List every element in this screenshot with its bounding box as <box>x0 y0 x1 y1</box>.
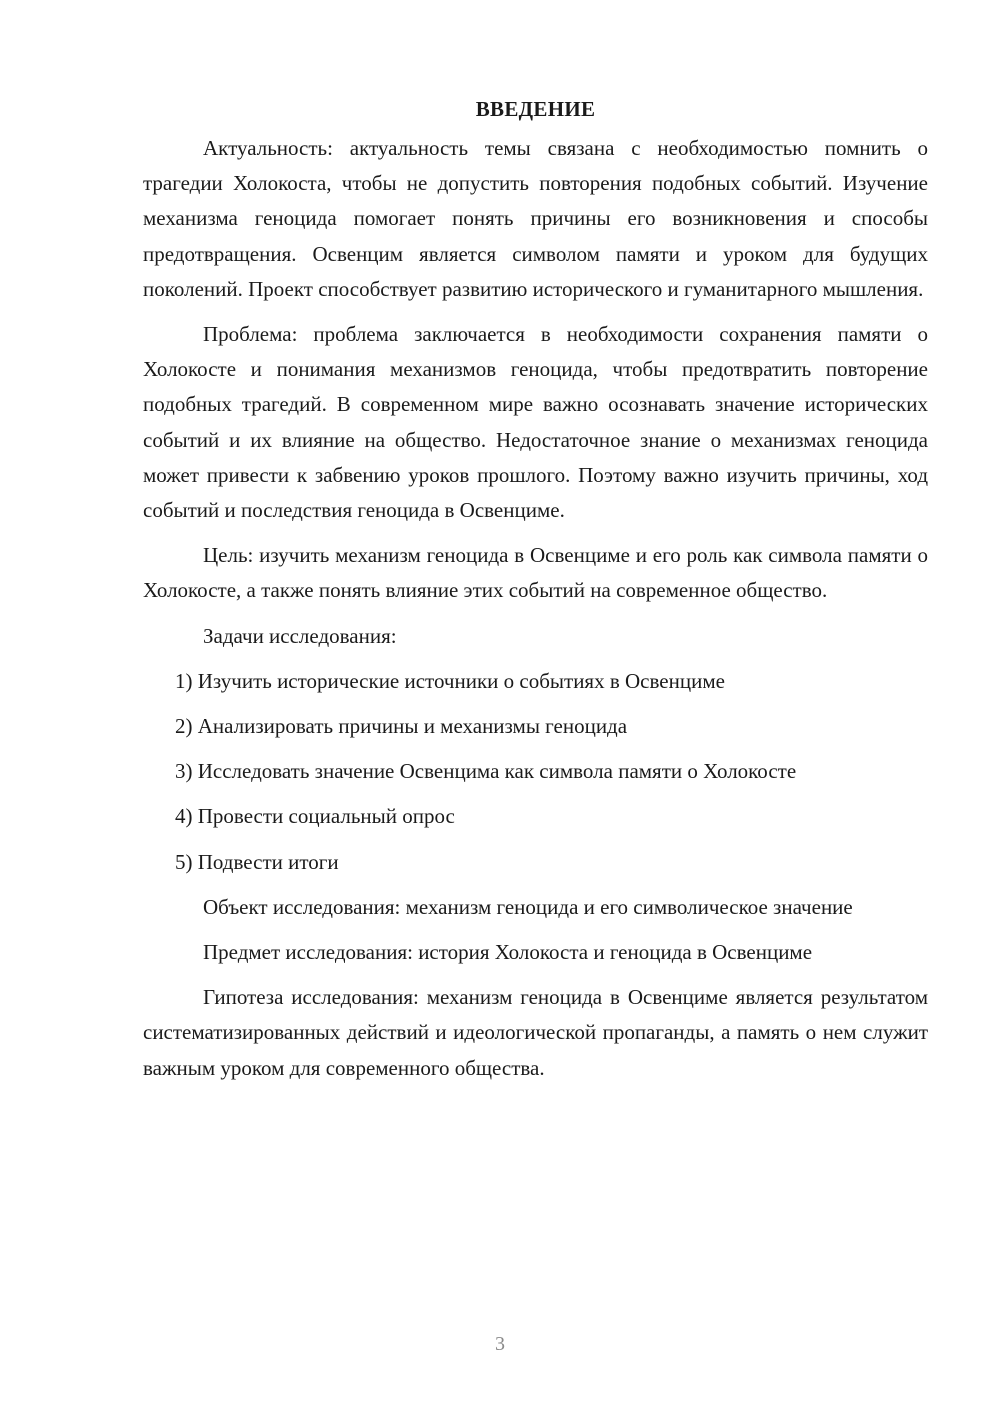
goal-paragraph: Цель: изучить механизм геноцида в Освенциме и его роль как символа памяти о Холокосте, а также понять влияние этих событий на современное общество. <box>143 543 928 603</box>
problem-paragraph: Проблема: проблема заключается в необходимости сохранения памяти о Холокосте и понимания механизмов геноцида, чтобы предотвратить повторение подобных трагедий. В современном мире важно осознавать значение исторических событий и их влияние на общество. Недостаточное знание о механизмах геноцида может привести к забвению уроков прошлого. Поэтому важно изучить причины, ход событий и последствия геноцида в Освенциме. <box>143 322 928 523</box>
relevance-paragraph: Актуальность: актуальность темы связана с необходимостью помнить о трагедии Холокоста, чтобы не допустить повторения подобных событий. Изучение механизма геноцида помогает понять причины его возникновения и способы предотвращения. Освенцим является символом памяти и уроком для будущих поколений. Проект способствует развитию исторического и гуманитарного мышления. <box>143 136 928 301</box>
document-page <box>143 92 928 1096</box>
subject-paragraph: Предмет исследования: история Холокоста и геноцида в Освенциме <box>203 940 813 965</box>
page-title: ВВЕДЕНИЕ <box>475 97 596 121</box>
object-paragraph: Объект исследования: механизм геноцида и его символическое значение <box>203 894 853 919</box>
task-item: 3) Исследовать значение Освенцима как символа памяти о Холокосте <box>175 759 797 784</box>
task-item: 2) Анализировать причины и механизмы геноцида <box>175 714 628 739</box>
task-item: 5) Подвести итоги <box>175 849 339 874</box>
hypothesis-paragraph: Гипотеза исследования: механизм геноцида в Освенциме является результатом систематизированных действий и идеологической пропаганды, а память о нем служит важным уроком для современного общества. <box>143 985 928 1080</box>
tasks-list <box>143 664 928 880</box>
tasks-title: Задачи исследования: <box>203 623 397 648</box>
task-item: 1) Изучить исторические источники о событиях в Освенциме <box>175 668 725 693</box>
task-item: 4) Провести социальный опрос <box>175 804 455 829</box>
page-number: 3 <box>495 1333 505 1355</box>
